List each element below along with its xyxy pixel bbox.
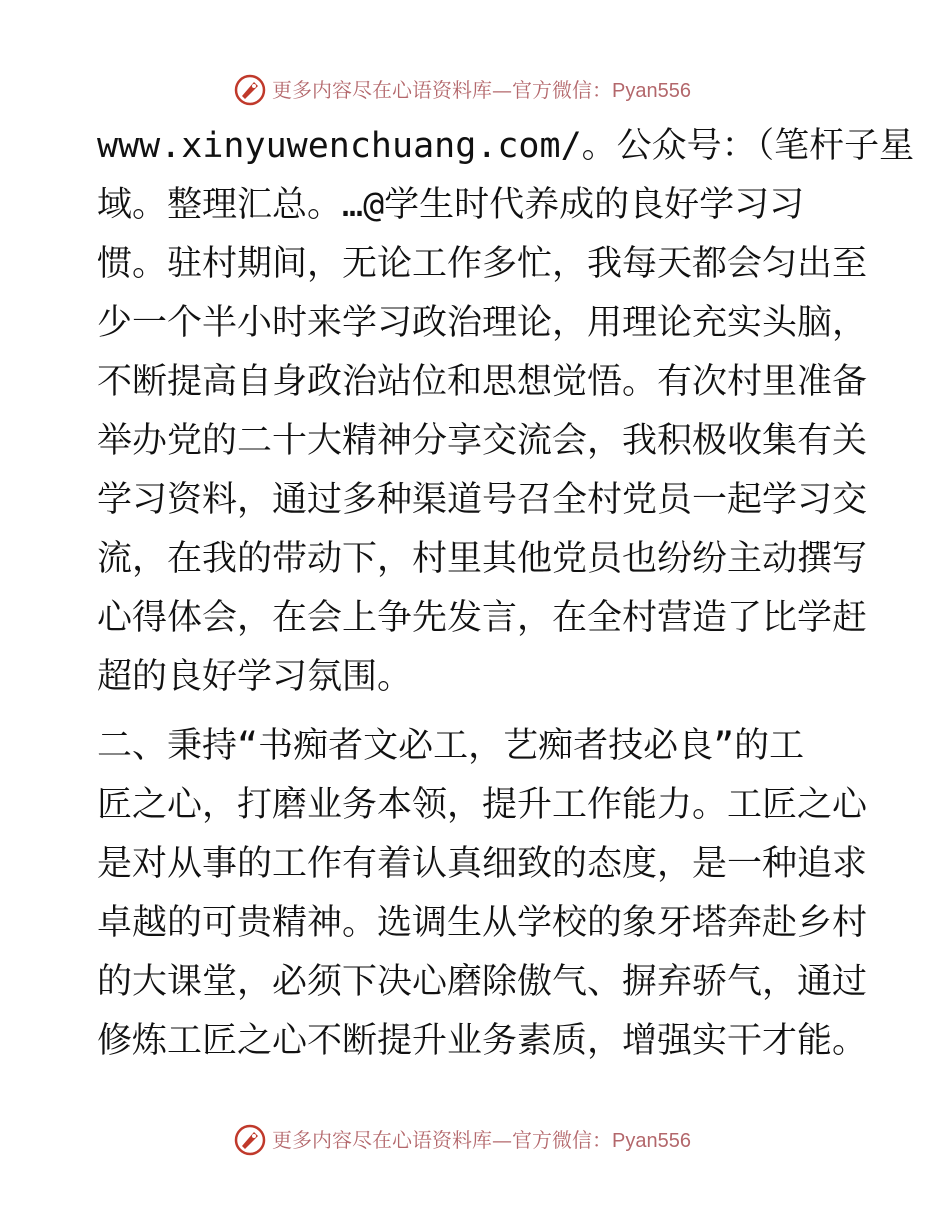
text-line: 卓越的可贵精神。选调生从学校的象牙塔奔赴乡村: [97, 903, 868, 943]
pen-nib-logo-icon: [232, 1122, 268, 1158]
header-watermark: [0, 72, 950, 108]
pen-nib-logo-icon: [232, 72, 268, 108]
text-line: 匠之心，打磨业务本领，提升工作能力。工匠之心: [97, 785, 868, 825]
text-line: www.xinyuwenchuang.com/。公众号：（笔杆子星: [97, 126, 915, 166]
text-line: 不断提高自身政治站位和思想觉悟。有次村里准备: [97, 362, 868, 402]
text-line: 的大课堂，必须下决心磨除傲气、摒弃骄气，通过: [97, 962, 868, 1002]
text-line: 超的良好学习氛围。: [97, 657, 413, 697]
text-line: 学习资料，通过多种渠道号召全村党员一起学习交: [97, 480, 868, 520]
footer-watermark: [0, 1122, 950, 1158]
text-line: 惯。驻村期间，无论工作多忙，我每天都会匀出至: [97, 244, 868, 284]
watermark-text: 更多内容尽在心语资料库—官方微信：Pyan556: [272, 1128, 691, 1152]
text-line: 少一个半小时来学习政治理论，用理论充实头脑，: [97, 303, 868, 343]
watermark-text: 更多内容尽在心语资料库—官方微信：Pyan556: [272, 78, 691, 102]
text-line: 修炼工匠之心不断提升业务素质，增强实干才能。: [97, 1021, 868, 1061]
text-line: 是对从事的工作有着认真细致的态度，是一种追求: [97, 844, 868, 884]
text-line: 域。整理汇总。…@学生时代养成的良好学习习: [97, 185, 805, 225]
text-line: 流，在我的带动下，村里其他党员也纷纷主动撰写: [97, 539, 868, 579]
text-line: 心得体会，在会上争先发言，在全村营造了比学赶: [97, 598, 868, 638]
text-line: 举办党的二十大精神分享交流会，我积极收集有关: [97, 421, 868, 461]
section-heading-line: 二、秉持“书痴者文必工，艺痴者技必良”的工: [97, 726, 805, 766]
